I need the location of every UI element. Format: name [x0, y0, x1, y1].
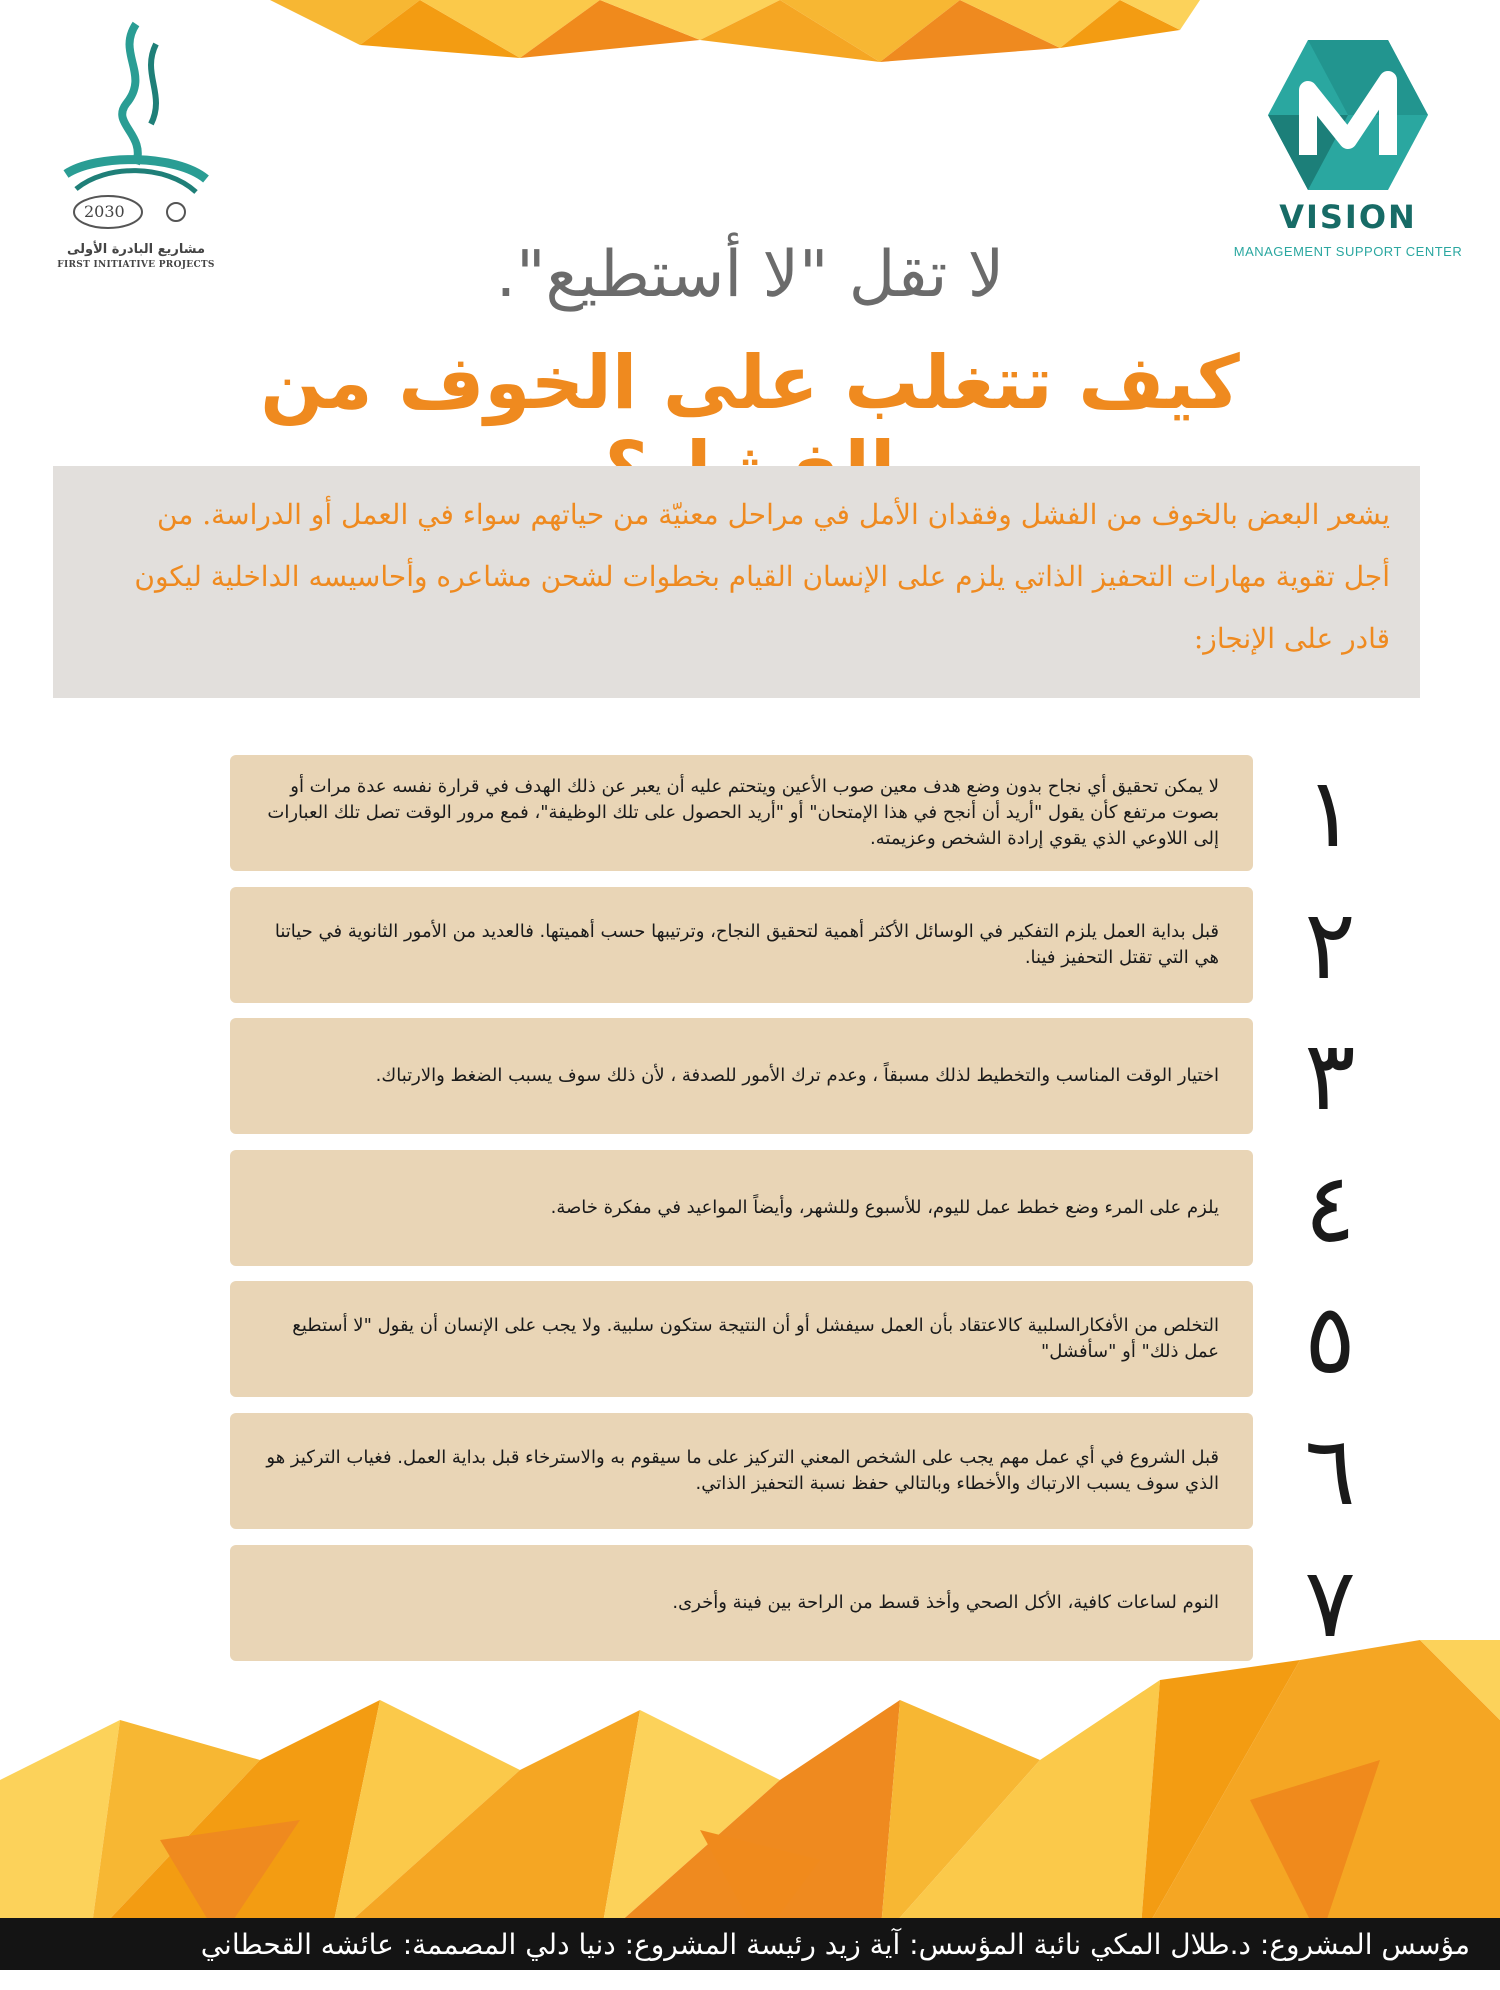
- vision-brand-name: VISION: [1279, 198, 1417, 236]
- step-card-3: [230, 1018, 1253, 1134]
- step-number-6: ٦: [1304, 1415, 1356, 1527]
- bottom-decoration: [0, 1640, 1500, 1940]
- step-text: اختيار الوقت المناسب والتخطيط لذلك مسبقاً ، وعدم ترك الأمور للصدفة ، لأن ذلك سوف يسبب الضغط والارتباك.: [375, 1065, 1219, 1086]
- logo-arabic-name: مشاريع البادرة الأولى: [66, 242, 206, 257]
- vision-logo: [1228, 40, 1468, 270]
- step-number-1: ١: [1304, 757, 1356, 869]
- footer-text: مؤسس المشروع: د.طلال المكي نائبة المؤسس: آية زيد رئيسة المشروع: دنيا دلي المصممة: عائشه القحطاني: [200, 1927, 1470, 1961]
- step-number-5: ٥: [1304, 1283, 1356, 1395]
- step-text: النوم لساعات كافية، الأكل الصحي وأخذ قسط من الراحة بين فينة وأخرى.: [672, 1592, 1219, 1613]
- first-initiative-logo: [56, 14, 216, 270]
- step-card-1: [230, 755, 1253, 871]
- step-number-4: ٤: [1304, 1152, 1356, 1264]
- step-text: قبل الشروع في أي عمل مهم يجب على الشخص المعني التركيز على ما سيقوم به والاسترخاء قبل بداية العمل. فغياب التركيز هو الذي سوف يسبب الارتباك والأخطاء وبالتالي حفظ نسبة التحفيز الذاتي.: [266, 1447, 1219, 1494]
- step-card-5: [230, 1281, 1253, 1397]
- step-text: لا يمكن تحقيق أي نجاح بدون وضع هدف معين صوب الأعين ويتحتم عليه أن يعبر عن ذلك الهدف في قرارة نفسه عدة مرات أو بصوت مرتفع كأن يقول "أريد أن أنجح في هذا الإمتحان" أو "أريد الحصول على تلك الوظيفة"، فمع مرور الوقت تصل تلك العبارات إلى اللاوعي الذي يقوي إرادة الشخص وعزيمته.: [267, 776, 1219, 849]
- page-title: لا تقل "لا أستطيع".: [495, 238, 1005, 312]
- page-subtitle: كيف تتغلب على الخوف من: [260, 340, 1240, 426]
- step-number-7: ٧: [1304, 1547, 1356, 1659]
- vision-subtitle: MANAGEMENT SUPPORT CENTER: [1233, 244, 1463, 259]
- intro-text: يشعر البعض بالخوف من الفشل وفقدان الأمل في مراحل معنيّة من حياتهم سواء في العمل أو الدراسة. من أجل تقوية مهارات التحفيز الذاتي يلزم على الإنسان القيام بخطوات لشحن مشاعره وأحاسيسه الداخلية ليكون قادر على الإنجاز:: [134, 498, 1390, 655]
- intro-box: [53, 466, 1420, 698]
- step-card-2: [230, 887, 1253, 1003]
- step-card-6: [230, 1413, 1253, 1529]
- step-text: يلزم على المرء وضع خطط عمل لليوم، للأسبوع وللشهر، وأيضاً المواعيد في مفكرة خاصة.: [550, 1197, 1219, 1218]
- step-number-2: ٢: [1304, 889, 1356, 1001]
- step-text: التخلص من الأفكارالسلبية كالاعتقاد بأن العمل سيفشل أو أن النتيجة ستكون سلبية. ولا يجب على الإنسان أن يقول "لا أستطيع عمل ذلك" أو "سأفشل": [292, 1315, 1219, 1362]
- step-number-3: ٣: [1304, 1020, 1356, 1132]
- step-card-4: [230, 1150, 1253, 1266]
- logo-english-name: FIRST INITIATIVE PROJECTS: [57, 260, 215, 270]
- logo-year: 2030: [84, 202, 125, 221]
- footer-credits: [0, 1918, 1500, 1970]
- step-text: قبل بداية العمل يلزم التفكير في الوسائل الأكثر أهمية لتحقيق النجاح، وترتيبها حسب أهميتها. فالعديد من الأمور الثانوية في حياتنا هي التي تقتل التحفيز فينا.: [274, 921, 1219, 968]
